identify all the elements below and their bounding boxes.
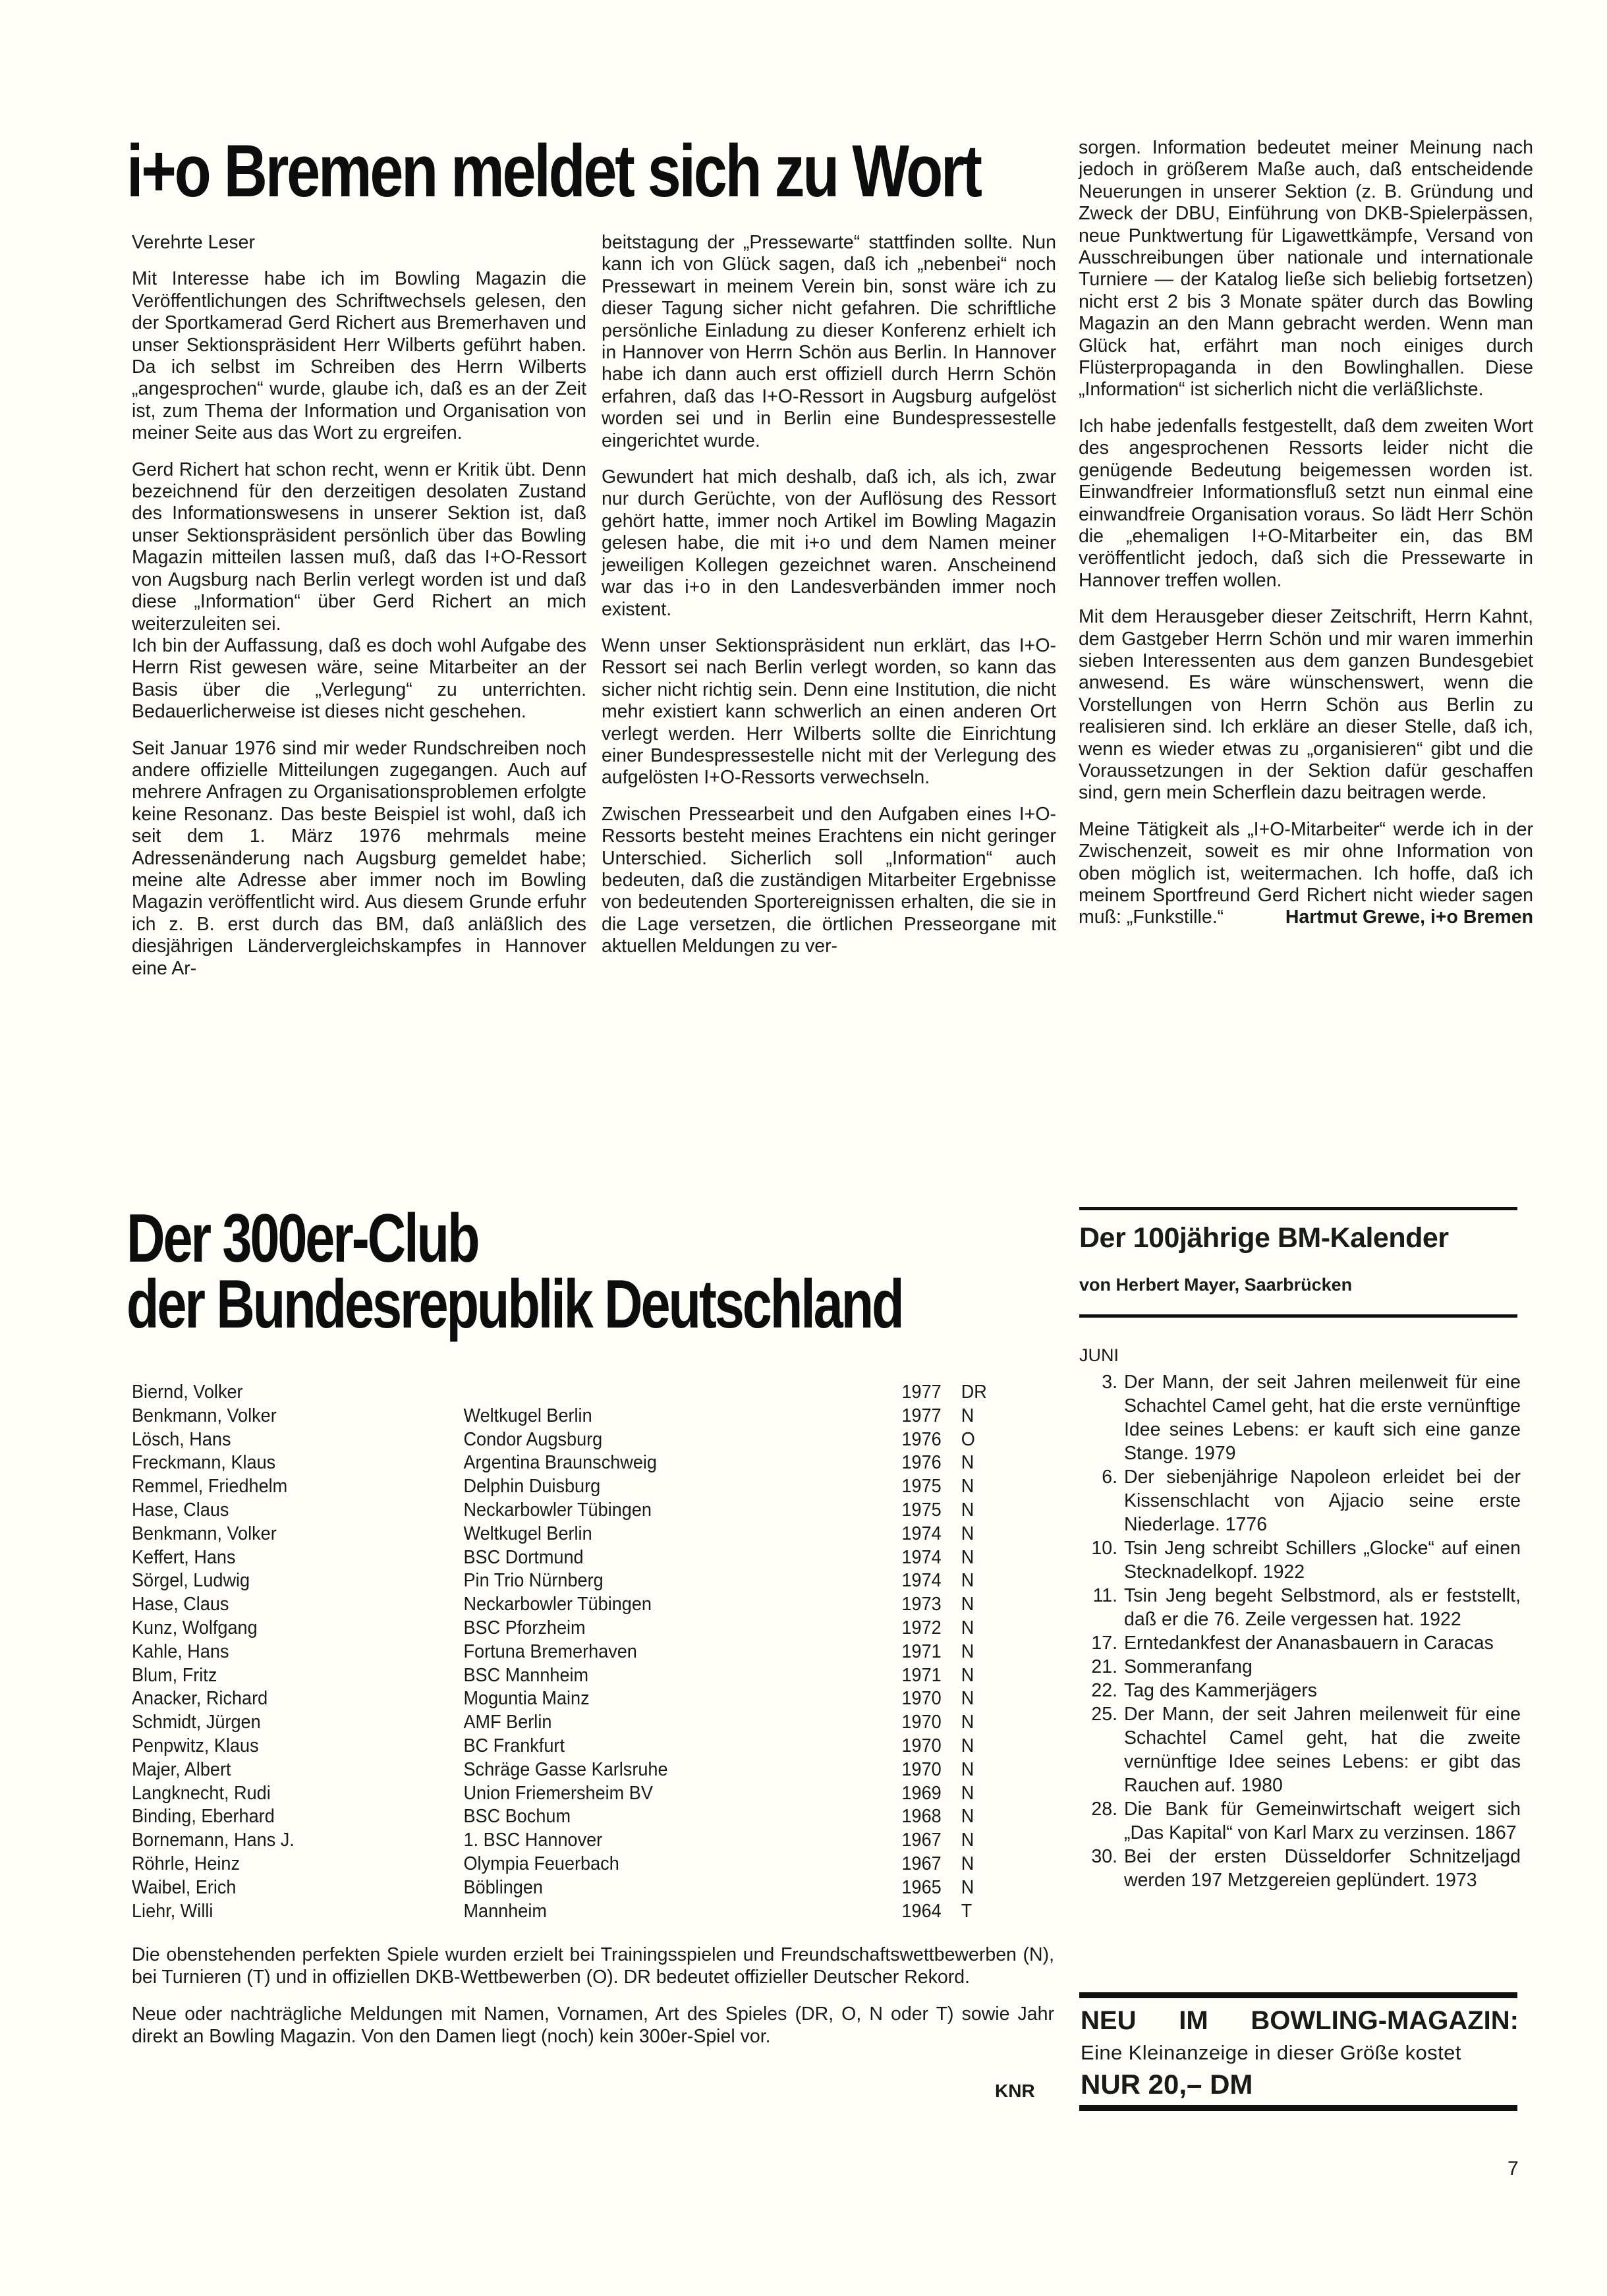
- calendar-text: Der siebenjährige Napoleon erleidet bei der Kissenschlacht von Ajjacio seine erste Niederlage. 1776: [1124, 1467, 1521, 1535]
- player-name: Biernd, Volker: [132, 1382, 243, 1403]
- calendar-entry: [1079, 1702, 1521, 1797]
- club-name: BSC Dortmund: [463, 1546, 584, 1568]
- club-name: Weltkugel Berlin: [463, 1523, 592, 1544]
- player-name: Majer, Albert: [132, 1758, 231, 1780]
- player-name: Anacker, Richard: [132, 1688, 268, 1710]
- year: 1974: [901, 1523, 942, 1544]
- paragraph: Gewundert hat mich deshalb, daß ich, als ich, zwar nur durch Gerüchte, von der Auflösung des Ressort gehört hatte, immer noch Artikel im Bowling Magazin gelesen habe, die mit i+o und dem Namen meiner jeweiligen Kollegen gezeichnet waren. Anscheinend war das i+o in den Landesverbänden immer noch existent.: [602, 466, 1056, 620]
- player-name: Freckmann, Klaus: [132, 1452, 276, 1474]
- club-headline: [127, 1200, 903, 1343]
- club-note-legend: Die obenstehenden perfekten Spiele wurden erzielt bei Trainingsspielen und Freundschaftswettbewerben (N), bei Turnieren (T) und in offiziellen DKB-Wettbewerben (O). DR bedeutet offizieller Deutscher Rekord.: [132, 1944, 1054, 1988]
- calendar-day: 10.: [1091, 1538, 1117, 1559]
- table-row: [132, 1735, 996, 1758]
- divider: [1079, 1992, 1517, 1998]
- calendar-text: Der Mann, der seit Jahren meilenweit für eine Schachtel Camel geht, hat die zweite vernünftige Idee seines Lebens: er gibt das Rauchen auf. 1980: [1124, 1704, 1521, 1796]
- club-name: Moguntia Mainz: [463, 1688, 590, 1710]
- year: 1967: [901, 1853, 942, 1874]
- table-row: [132, 1711, 996, 1735]
- player-name: Röhrle, Heinz: [132, 1853, 240, 1874]
- table-row: [132, 1664, 996, 1688]
- club-table-body: [132, 1381, 996, 1923]
- club-name: BSC Mannheim: [463, 1664, 589, 1686]
- table-row: [132, 1569, 996, 1593]
- table-row: [132, 1900, 996, 1924]
- table-row: [132, 1546, 996, 1570]
- paragraph: Seit Januar 1976 sind mir weder Rundschreiben noch andere offizielle Mitteilungen zugegangen. Auch auf mehrere Anfragen zu Organisationsproblemen erfolgte keine Resonanz. Das beste Beispiel ist wohl, daß ich seit dem 1. März 1976 mehrmals meine Adressenänderung nach Augsburg gemeldet habe; meine alte Adresse aber immer noch im Bowling Magazin veröffentlicht wird. Aus diesem Grunde erfuhr ich z. B. erst durch das BM, daß anläßlich des diesjährigen Ländervergleichskampfes in Hannover eine Ar-: [132, 737, 586, 979]
- article-column-3: [1079, 137, 1533, 943]
- year: 1970: [901, 1735, 942, 1756]
- club-name: Union Friemersheim BV: [463, 1782, 653, 1804]
- year: 1970: [901, 1712, 942, 1733]
- table-row: [132, 1782, 996, 1806]
- club-name: Delphin Duisburg: [463, 1476, 601, 1498]
- paragraph: Gerd Richert hat schon recht, wenn er Kritik übt. Denn bezeichnend für den derzeitigen desolaten Zustand des Informationswesens in unserer Sektion ist, daß unser Sektionspräsident persönlich über das Bowling Magazin mitteilen lassen muß, daß das I+O-Ressort von Augsburg nach Berlin verlegt worden ist und daß diese „Information“ über Gerd Richert an mich weiterzuleiten sei.: [132, 459, 586, 634]
- calendar-entry: [1079, 1631, 1521, 1655]
- table-row: [132, 1829, 996, 1853]
- club-name: Mannheim: [463, 1900, 547, 1922]
- calendar-text: Bei der ersten Düsseldorfer Schnitzeljagd werden 197 Metzgereien geplündert. 1973: [1124, 1846, 1521, 1891]
- table-row: [132, 1617, 996, 1640]
- calendar-text: Erntedankfest der Ananasbauern in Caracas: [1124, 1633, 1494, 1654]
- player-name: Kunz, Wolfgang: [132, 1617, 258, 1638]
- club-author: KNR: [995, 2081, 1035, 2101]
- ad-text: Eine Kleinanzeige in dieser Größe kostet: [1081, 2041, 1461, 2064]
- game-type: N: [961, 1712, 974, 1733]
- ad-headline-word: BOWLING-MAGAZIN:: [1251, 2006, 1519, 2035]
- year: 1974: [901, 1570, 942, 1592]
- game-type: N: [961, 1758, 974, 1780]
- club-name: Fortuna Bremerhaven: [463, 1640, 637, 1662]
- game-type: N: [961, 1830, 974, 1851]
- year: 1970: [901, 1688, 942, 1710]
- player-name: Blum, Fritz: [132, 1664, 217, 1686]
- paragraph: beitstagung der „Pressewarte“ stattfinden sollte. Nun kann ich von Glück sagen, daß ich „nebenbei“ noch Pressewart in meinem Verein bin, sonst wäre ich zu dieser Tagung sicher nicht gefahren. Die schriftliche persönliche Einladung zu dieser Konferenz erhielt ich in Hannover von Herrn Schön aus Berlin. In Hannover habe ich dann auch erst offiziell durch Herrn Schön erfahren, daß das I+O-Ressort in Augsburg aufgelöst worden sei und in Berlin eine Bundespressestelle eingerichtet wurde.: [602, 232, 1056, 451]
- club-name: Condor Augsburg: [463, 1428, 603, 1450]
- calendar-day: 3.: [1102, 1372, 1117, 1393]
- calendar-month: JUNI: [1079, 1345, 1119, 1365]
- calendar-entry: [1079, 1679, 1521, 1702]
- game-type: N: [961, 1735, 974, 1756]
- club-name: Argentina Braunschweig: [463, 1452, 657, 1474]
- player-name: Bornemann, Hans J.: [132, 1830, 295, 1851]
- year: 1969: [901, 1782, 942, 1804]
- game-type: N: [961, 1853, 974, 1874]
- player-name: Keffert, Hans: [132, 1546, 236, 1568]
- club-note-submissions: Neue oder nachträgliche Meldungen mit Namen, Vornamen, Art des Spieles (DR, O, N oder T) sowie Jahr direkt an Bowling Magazin. Von den Damen liegt (noch) kein 300er-Spiel vor.: [132, 2003, 1054, 2047]
- calendar-text: Sommeranfang: [1124, 1656, 1253, 1677]
- game-type: T: [961, 1900, 973, 1922]
- player-name: Hase, Claus: [132, 1499, 229, 1521]
- club-headline-line2: der Bundesrepublik Deutschland: [127, 1266, 903, 1343]
- calendar-day: 28.: [1091, 1799, 1117, 1820]
- game-type: N: [961, 1664, 974, 1686]
- calendar-entry: [1079, 1370, 1521, 1465]
- divider: [1079, 1207, 1517, 1210]
- club-table: [132, 1381, 996, 1923]
- game-type: N: [961, 1452, 974, 1474]
- table-row: [132, 1687, 996, 1711]
- paragraph: Mit Interesse habe ich im Bowling Magazin die Veröffentlichungen des Schriftwechsels gelesen, den der Sportkamerad Gerd Richert aus Bremerhaven und unser Sektionspräsident Herr Wilberts geführt haben. Da ich selbst im Schreiben des Herrn Wilberts „angesprochen“ wurde, glaube ich, daß es an der Zeit ist, zum Thema der Information und Organisation von meiner Seite aus das Wort zu ergreifen.: [132, 268, 586, 444]
- year: 1971: [901, 1640, 942, 1662]
- paragraph: Zwischen Pressearbeit und den Aufgaben eines I+O-Ressorts besteht meines Erachtens ein nicht geringer Unterschied. Sicherlich soll „Information“ auch bedeuten, daß die zuständigen Mitarbeiter Ergebnisse von bedeutenden Sportereignissen erhalten, die sie in die Lage versetzen, die örtlichen Presseorgane mit aktuellen Meldungen zu ver-: [602, 803, 1056, 957]
- ad-price: NUR 20,– DM: [1081, 2069, 1253, 2100]
- paragraph: Ich bin der Auffassung, daß es doch wohl Aufgabe des Herrn Rist gewesen wäre, seine Mitarbeiter an der Basis über die „Verlegung“ zu unterrichten. Bedauerlicherweise ist dieses nicht geschehen.: [132, 634, 586, 723]
- club-name: AMF Berlin: [463, 1712, 552, 1733]
- ad-headline-word: IM: [1179, 2006, 1208, 2035]
- game-type: N: [961, 1617, 974, 1638]
- year: 1975: [901, 1499, 942, 1521]
- game-type: N: [961, 1570, 974, 1592]
- paragraph: sorgen. Information bedeutet meiner Meinung nach jedoch in größerem Maße auch, daß entscheidende Neuerungen in unserer Sektion (z. B. Gründung und Zweck der DBU, Einführung von DKB-Spielerpässen, neue Punktwertung für Ligawettkämpfe, Versand von Ausschreibungen über nationale und internationale Turniere — der Katalog ließe sich beliebig fortsetzen) nicht erst 2 bis 3 Monate später durch das Bowling Magazin an den Mann gebracht werden. Wenn man Glück hat, erfährt man noch einiges durch Flüsterpropaganda in den Bowlinghallen. Diese „Information“ ist sicherlich nicht die verläßlichste.: [1079, 137, 1533, 401]
- game-type: DR: [961, 1382, 987, 1403]
- table-row: [132, 1523, 996, 1546]
- calendar-entry: [1079, 1584, 1521, 1631]
- player-name: Remmel, Friedhelm: [132, 1476, 288, 1498]
- player-name: Langknecht, Rudi: [132, 1782, 271, 1804]
- player-name: Waibel, Erich: [132, 1876, 237, 1898]
- year: 1968: [901, 1806, 942, 1828]
- divider: [1079, 2105, 1517, 2111]
- calendar-text: Tsin Jeng begeht Selbstmord, als er feststellt, daß er die 76. Zeile vergessen hat. 1922: [1124, 1585, 1521, 1630]
- table-row: [132, 1640, 996, 1664]
- calendar-day: 17.: [1091, 1633, 1117, 1654]
- year: 1974: [901, 1546, 942, 1568]
- player-name: Benkmann, Volker: [132, 1405, 277, 1426]
- game-type: N: [961, 1499, 974, 1521]
- player-name: Schmidt, Jürgen: [132, 1712, 261, 1733]
- club-headline-line1: Der 300er-Club: [127, 1200, 478, 1277]
- game-type: N: [961, 1806, 974, 1828]
- club-name: Pin Trio Nürnberg: [463, 1570, 604, 1592]
- club-name: Olympia Feuerbach: [463, 1853, 619, 1874]
- calendar-entry: [1079, 1465, 1521, 1536]
- game-type: N: [961, 1546, 974, 1568]
- club-name: BSC Pforzheim: [463, 1617, 586, 1638]
- calendar-day: 21.: [1091, 1656, 1117, 1677]
- year: 1970: [901, 1758, 942, 1780]
- calendar-day: 22.: [1091, 1680, 1117, 1701]
- year: 1965: [901, 1876, 942, 1898]
- year: 1976: [901, 1452, 942, 1474]
- ad-headline: [1081, 2006, 1519, 2036]
- salutation: Verehrte Leser: [132, 232, 255, 253]
- player-name: Sörgel, Ludwig: [132, 1570, 250, 1592]
- year: 1967: [901, 1830, 942, 1851]
- calendar-day: 11.: [1092, 1585, 1117, 1606]
- calendar-entry: [1079, 1797, 1521, 1845]
- year: 1975: [901, 1476, 942, 1498]
- year: 1972: [901, 1617, 942, 1638]
- player-name: Hase, Claus: [132, 1594, 229, 1615]
- game-type: O: [961, 1428, 975, 1450]
- table-row: [132, 1475, 996, 1499]
- table-row: [132, 1853, 996, 1876]
- game-type: N: [961, 1782, 974, 1804]
- calendar-text: Der Mann, der seit Jahren meilenweit für eine Schachtel Camel geht, hat die erste vernünftige Idee seines Lebens: er kauft sich eine ganze Stange. 1979: [1124, 1372, 1521, 1464]
- game-type: N: [961, 1476, 974, 1498]
- table-row: [132, 1805, 996, 1829]
- page-number: 7: [1508, 2158, 1519, 2179]
- calendar-byline: von Herbert Mayer, Saarbrücken: [1079, 1275, 1353, 1295]
- club-name: BC Frankfurt: [463, 1735, 565, 1756]
- paragraph: Wenn unser Sektionspräsident nun erklärt, das I+O-Ressort sei nach Berlin verlegt worden, so kann das sicher nicht richtig sein. Denn eine Institution, die nicht mehr existiert kann schwerlich an einen anderen Ort verlegt werden. Herr Wilberts sollte die Einrichtung einer Bundespressestelle nicht mit der Verlegung des aufgelösten I+O-Ressorts verwechseln.: [602, 634, 1056, 789]
- calendar-text: Die Bank für Gemeinwirtschaft weigert sich „Das Kapital“ von Karl Marx zu verzinsen. 1867: [1124, 1799, 1521, 1843]
- game-type: N: [961, 1523, 974, 1544]
- game-type: N: [961, 1876, 974, 1898]
- player-name: Binding, Eberhard: [132, 1806, 275, 1828]
- calendar-day: 25.: [1091, 1704, 1117, 1725]
- calendar-day: 6.: [1102, 1467, 1117, 1488]
- club-name: Weltkugel Berlin: [463, 1405, 592, 1426]
- club-notes: [132, 1944, 1054, 2062]
- year: 1973: [901, 1594, 942, 1615]
- paragraph: Ich habe jedenfalls festgestellt, daß dem zweiten Wort des angesprochenen Ressorts leider nicht die genügende Bedeutung beigemessen worden ist. Einwandfreier Informationsfluß setzt nun einmal eine einwandfreie Organisation voraus. So lädt Herr Schön die „ehemaligen I+O-Mitarbeiter ein, das BM veröffentlicht jedoch, daß sich die Pressewarte in Hannover treffen wollen.: [1079, 415, 1533, 591]
- article-headline: i+o Bremen meldet sich zu Wort: [127, 130, 980, 212]
- ad-headline-word: NEU: [1081, 2006, 1137, 2035]
- club-name: Neckarbowler Tübingen: [463, 1499, 652, 1521]
- game-type: N: [961, 1688, 974, 1710]
- table-row: [132, 1499, 996, 1523]
- table-row: [132, 1593, 996, 1617]
- calendar-entries: [1079, 1370, 1521, 1892]
- year: 1977: [901, 1382, 942, 1403]
- article-column-1: [132, 232, 586, 994]
- divider: [1079, 1314, 1517, 1318]
- player-name: Liehr, Willi: [132, 1900, 213, 1922]
- year: 1976: [901, 1428, 942, 1450]
- calendar-entry: [1079, 1655, 1521, 1679]
- club-name: [464, 1381, 902, 1405]
- calendar-text: Tsin Jeng schreibt Schillers „Glocke“ auf einen Stecknadelkopf. 1922: [1124, 1538, 1521, 1582]
- player-name: Penpwitz, Klaus: [132, 1735, 259, 1756]
- game-type: N: [961, 1405, 974, 1426]
- table-row: [132, 1451, 996, 1475]
- year: 1971: [901, 1664, 942, 1686]
- club-name: Schräge Gasse Karlsruhe: [463, 1758, 668, 1780]
- club-name: Böblingen: [463, 1876, 543, 1898]
- calendar-day: 30.: [1091, 1846, 1117, 1867]
- calendar-title: Der 100jährige BM-Kalender: [1079, 1222, 1449, 1254]
- calendar-text: Tag des Kammerjägers: [1124, 1680, 1318, 1701]
- club-name: 1. BSC Hannover: [463, 1830, 603, 1851]
- game-type: N: [961, 1640, 974, 1662]
- table-row: [132, 1758, 996, 1782]
- calendar-entry: [1079, 1845, 1521, 1892]
- player-name: Kahle, Hans: [132, 1640, 229, 1662]
- year: 1977: [901, 1405, 942, 1426]
- article-column-2: [602, 232, 1056, 972]
- club-name: BSC Bochum: [463, 1806, 571, 1828]
- calendar-entry: [1079, 1536, 1521, 1584]
- table-row: [132, 1405, 996, 1428]
- table-row: [132, 1876, 996, 1900]
- player-name: Lösch, Hans: [132, 1428, 231, 1450]
- paragraph: Mit dem Herausgeber dieser Zeitschrift, Herrn Kahnt, dem Gastgeber Herrn Schön und mir waren immerhin sieben Interessenten aus dem ganzen Bundesgebiet anwesend. Es wäre wünschenswert, wenn die Vorstellungen von Herrn Schön aus Berlin zu realisieren sind. Ich erkläre an dieser Stelle, daß ich, wenn es wieder etwas zu „organisieren“ gibt und die Voraussetzungen in der Sektion dafür geschaffen sind, gern mein Scherflein dazu beitragen werde.: [1079, 606, 1533, 804]
- year: 1964: [901, 1900, 942, 1922]
- table-row: [132, 1381, 996, 1405]
- game-type: N: [961, 1594, 974, 1615]
- paragraph-text: Meine Tätigkeit als „I+O-Mitarbeiter“ werde ich in der Zwischenzeit, soweit es mir ohne Information von oben möglich ist, weitermachen. Ich hoffe, daß ich meinem Sportfreund Gerd Richert nicht wieder sagen muß: „Funkstille.“: [1079, 818, 1533, 928]
- player-name: Benkmann, Volker: [132, 1523, 277, 1544]
- author-signature: Hartmut Grewe, i+o Bremen: [1285, 907, 1533, 928]
- paragraph-last: [1079, 819, 1533, 929]
- club-name: Neckarbowler Tübingen: [463, 1594, 652, 1615]
- table-row: [132, 1428, 996, 1452]
